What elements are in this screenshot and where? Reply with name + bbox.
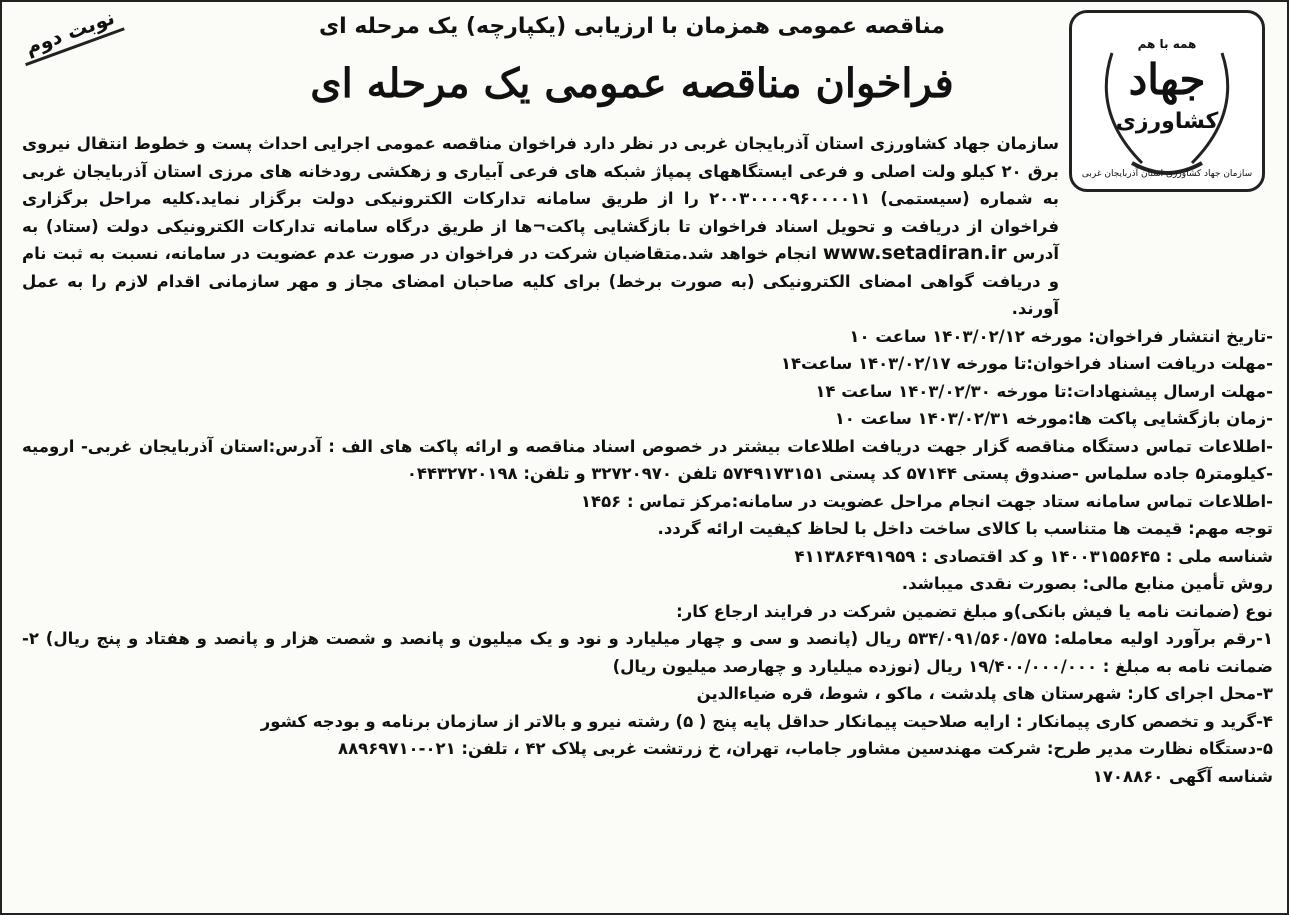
line-contact-info: -اطلاعات تماس دستگاه مناقصه گزار جهت دریافت اطلاعات بیشتر در خصوص اسناد مناقصه و ارائه پاکت های الف : آدرس:استان آذربایجان غربی- ارومیه -کیلومتر۵ جاده سلماس -صندوق پستی ۵۷۱۴۴ کد پستی ۵۷۴۹۱۷۳۱۵۱ تلفن ۳۲۷۲۰۹۷۰ و تلفن: ۰۴۴۳۲۷۲۰۱۹۸ bbox=[22, 436, 1273, 483]
logo-sub-text: کشاورزی bbox=[1115, 109, 1219, 134]
intro-end-text: انجام خواهد شد.متقاضیان شرکت در فراخوان در صورت عدم عضویت در سامانه، نسبت به ثبت نام و دریافت گواهی امضای الکترونیکی (به صورت برخط) برای کلیه صاحبان امضای مجاز و مهر سازمانی اقدام لازم را به عمل آورند. bbox=[22, 244, 1059, 318]
line-funding: روش تأمین منابع مالی: بصورت نقدی میباشد. bbox=[901, 574, 1273, 593]
line-publish-date: -تاریخ انتشار فراخوان: مورخه ۱۴۰۳/۰۲/۱۲ ساعت ۱۰ bbox=[849, 326, 1273, 346]
line-guarantee-type: نوع (ضمانت نامه یا فیش بانکی)و مبلغ تضمین شرکت در فرایند ارجاع کار: bbox=[676, 601, 1273, 621]
line-important-note: توجه مهم: قیمت ها متناسب با کالای ساخت داخل با لحاظ کیفیت ارائه گردد. bbox=[657, 519, 1273, 538]
notice-subtitle: مناقصه عمومی همزمان با ارزیابی (یکپارچه) یک مرحله ای bbox=[318, 14, 946, 39]
line-setad-contact: -اطلاعات تماس سامانه ستاد جهت انجام مراحل عضویت در سامانه:مرکز تماس : ۱۴۵۶ bbox=[580, 491, 1273, 511]
line-doc-deadline: -مهلت دریافت اسناد فراخوان:تا مورخه ۱۴۰۳/۰۲/۱۷ ساعت۱۴ bbox=[780, 354, 1273, 373]
notice-title: فراخوان مناقصه عمومی یک مرحله ای bbox=[310, 60, 954, 107]
line-supervisor: ۵-دستگاه نظارت مدیر طرح: شرکت مهندسین مشاور جاماب، تهران، خ زرتشت غربی پلاک ۴۲ ، تلفن: ۰۲۱-۸۸۹۶۹۷۱۰ bbox=[338, 739, 1273, 758]
line-bid-deadline: -مهلت ارسال پیشنهادات:تا مورخه ۱۴۰۳/۰۲/۳۰ ساعت ۱۴ bbox=[815, 381, 1273, 401]
line-ad-id: شناسه آگهی ۱۷۰۸۸۶۰ bbox=[1092, 766, 1273, 786]
line-national-id: شناسه ملی : ۱۴۰۰۳۱۵۵۶۴۵ و کد اقتصادی : ۴۱۱۳۸۶۴۹۱۹۵۹ bbox=[794, 546, 1273, 566]
logo-org-text: سازمان جهاد کشاورزی استان آذربایجان غربی bbox=[1081, 169, 1253, 179]
line-location: ۳-محل اجرای کار: شهرستان های پلدشت ، ماکو ، شوط، قره ضیاءالدین bbox=[696, 684, 1273, 703]
notice-body bbox=[22, 130, 1273, 790]
setad-link[interactable]: www.setadiran.ir bbox=[822, 242, 1007, 264]
line-estimate: ۱-رقم برآورد اولیه معامله: ۵۳۴/۰۹۱/۵۶۰/۵۷۵ ریال (پانصد و سی و چهار میلیارد و نود و یک میلیون و پانصد و شصت هزار و پانصد و هفتاد و پنج ریال) ۲-ضمانت نامه به مبلغ : ۱۹/۴۰۰/۰۰۰/۰۰۰ ریال (نوزده میلیارد و چهارصد میلیون ریال) bbox=[22, 629, 1273, 676]
intro-text: سازمان جهاد کشاورزی استان آذربایجان غربی در نظر دارد فراخوان مناقصه عمومی اجرایی احداث پست و خطوط انتقال نیروی برق ۲۰ کیلو ولت اصلی و فرعی ایستگاههای پمپاژ شبکه های فرعی آبیاری و زهکشی رودخانه های مرزی استان آذربایجان غربی به شماره (سیستمی) ۲۰۰۳۰۰۰۰۹۶۰۰۰۰۱۱ را از طریق سامانه تدارکات الکترونیکی دولت برگزار نماید.کلیه مراحل برگزاری فراخوان از دریافت و تحویل اسناد فراخوان تا بازگشایی پاکت¬ها از طریق درگاه سامانه تدارکات الکترونیکی دولت (ستاد) به آدرس bbox=[22, 134, 1060, 263]
logo-main-text: جهاد bbox=[1128, 55, 1206, 104]
intro-paragraph bbox=[22, 130, 1059, 323]
logo-top-text: همه با هم bbox=[1137, 37, 1197, 51]
turn-badge: نوبت دوم bbox=[16, 3, 125, 66]
line-opening-date: -زمان بازگشایی پاکت ها:مورخه ۱۴۰۳/۰۲/۳۱ ساعت ۱۰ bbox=[834, 409, 1273, 428]
line-grade: ۴-گرید و تخصص کاری پیمانکار : ارایه صلاحیت پیمانکار حداقل پایه پنج ( ۵) رشته نیرو و بالاتر از سازمان برنامه و بودجه کشور bbox=[260, 711, 1273, 731]
